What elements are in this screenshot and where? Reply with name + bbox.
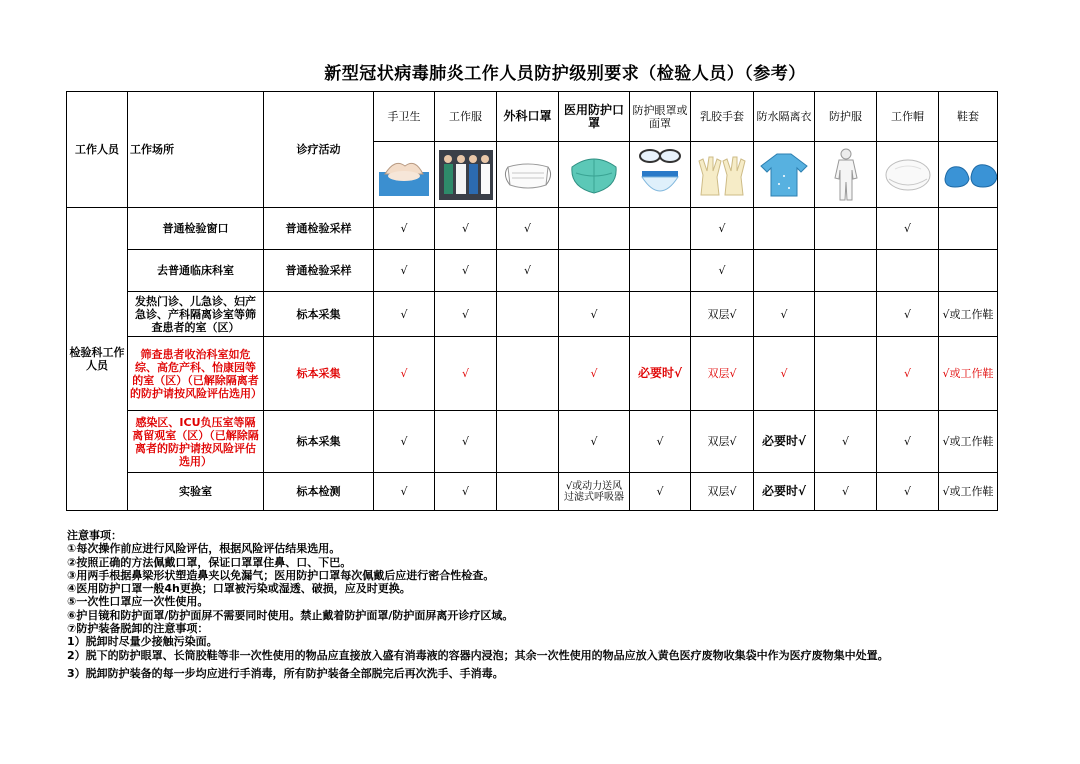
mark-cell <box>630 208 691 250</box>
header-activity: 诊疗活动 <box>264 92 374 208</box>
note-item: 1）脱卸时尽量少接触污染面。 <box>67 635 218 649</box>
role-cell: 检验科工作人员 <box>67 208 128 511</box>
activity-cell: 标本采集 <box>264 292 374 337</box>
hand-washing-icon <box>374 142 435 208</box>
note-item: ⑥护目镜和防护面罩/防护面屏不需要同时使用。禁止戴着防护面罩/防护面屏离开诊疗区域。 <box>67 608 514 622</box>
note-item: ⑤一次性口罩应一次性使用。 <box>67 595 209 609</box>
header-item: 防水隔离衣 <box>754 92 815 142</box>
mark-cell: 双层√ <box>691 337 754 411</box>
header-item: 外科口罩 <box>497 92 559 142</box>
note-item: ③用两手根据鼻梁形状塑造鼻夹以免漏气；医用防护口罩每次佩戴后应进行密合性检查。 <box>67 568 495 582</box>
mark-cell: √ <box>435 473 497 511</box>
mark-cell: 必要时√ <box>754 473 815 511</box>
work-clothes-icon <box>435 142 497 208</box>
mark-cell <box>939 250 998 292</box>
header-item: 防护服 <box>815 92 877 142</box>
mark-cell: √ <box>435 411 497 473</box>
header-site: 工作场所 <box>128 92 264 208</box>
mark-cell: 双层√ <box>691 292 754 337</box>
mark-cell: √ <box>691 208 754 250</box>
activity-cell: 标本采集 <box>264 337 374 411</box>
activity-cell: 普通检验采样 <box>264 250 374 292</box>
mark-cell: √ <box>497 208 559 250</box>
shoe-cover-icon <box>939 142 998 208</box>
site-cell: 普通检验窗口 <box>128 208 264 250</box>
mark-cell <box>497 337 559 411</box>
note-item: 3）脱卸防护装备的每一步均应进行手消毒，所有防护装备全部脱完后再次洗手、手消毒。 <box>67 666 504 680</box>
notes-section <box>67 529 987 680</box>
mark-cell <box>815 337 877 411</box>
mark-cell: √ <box>630 411 691 473</box>
mark-cell: √ <box>691 250 754 292</box>
site-cell: 实验室 <box>128 473 264 511</box>
header-item: 医用防护口罩 <box>559 92 630 142</box>
mark-cell: √ <box>435 292 497 337</box>
waterproof-gown-icon <box>754 142 815 208</box>
mark-cell <box>559 208 630 250</box>
mark-cell: √或动力送风过滤式呼吸器 <box>559 473 630 511</box>
note-item: ⑦防护装备脱卸的注意事项： <box>67 622 209 636</box>
protective-suit-icon <box>815 142 877 208</box>
note-item: ②按照正确的方法佩戴口罩，保证口罩罩住鼻、口、下巴。 <box>67 555 352 569</box>
mark-cell: 双层√ <box>691 411 754 473</box>
mark-cell: √ <box>630 473 691 511</box>
mark-cell: √ <box>435 337 497 411</box>
header-item: 乳胶手套 <box>691 92 754 142</box>
mark-cell: √ <box>559 411 630 473</box>
medical-protective-mask-icon <box>559 142 630 208</box>
mark-cell <box>815 208 877 250</box>
header-item: 工作帽 <box>877 92 939 142</box>
mark-cell: √ <box>374 411 435 473</box>
note-item: ①每次操作前应进行风险评估，根据风险评估结果选用。 <box>67 542 341 556</box>
mark-cell <box>939 208 998 250</box>
mark-cell <box>754 208 815 250</box>
mark-cell: 双层√ <box>691 473 754 511</box>
site-cell: 去普通临床科室 <box>128 250 264 292</box>
mark-cell: √ <box>815 473 877 511</box>
mark-cell <box>559 250 630 292</box>
latex-gloves-icon <box>691 142 754 208</box>
header-item: 手卫生 <box>374 92 435 142</box>
note-item: 2）脱下的防护眼罩、长筒胶鞋等非一次性使用的物品应直接放入盛有消毒液的容器内浸泡；其余一次性使用的物品应放入黄色医疗废物收集袋中作为医疗废物集中处置。 <box>67 648 889 662</box>
protection-level-table <box>66 91 998 511</box>
mark-cell: √ <box>374 473 435 511</box>
header-item: 工作服 <box>435 92 497 142</box>
mark-cell: √ <box>559 292 630 337</box>
mark-cell <box>815 292 877 337</box>
header-item: 防护眼罩或面罩 <box>630 92 691 142</box>
notes-heading: 注意事项： <box>67 529 122 542</box>
site-cell: 筛查患者收治科室如危综、高危产科、怡康园等的室（区）（已解除隔离者的防护请按风险评估选用） <box>128 337 264 411</box>
mark-cell: 必要时√ <box>630 337 691 411</box>
mark-cell: √ <box>374 250 435 292</box>
mark-cell: √ <box>374 292 435 337</box>
mark-cell: √ <box>497 250 559 292</box>
mark-cell: √ <box>877 411 939 473</box>
mark-cell: √ <box>877 292 939 337</box>
mark-cell: √ <box>374 208 435 250</box>
mark-cell: √ <box>877 337 939 411</box>
note-item: ④医用防护口罩一般4h更换；口罩被污染或湿透、破损，应及时更换。 <box>67 582 411 596</box>
mark-cell <box>497 473 559 511</box>
mark-cell: 必要时√ <box>754 411 815 473</box>
header-role: 工作人员 <box>67 92 128 208</box>
site-cell: 感染区、ICU负压室等隔离留观室（区）（已解除隔离者的防护请按风险评估选用） <box>128 411 264 473</box>
mark-cell <box>630 250 691 292</box>
mark-cell <box>815 250 877 292</box>
surgical-mask-icon <box>497 142 559 208</box>
mark-cell: √ <box>435 208 497 250</box>
mark-cell <box>630 292 691 337</box>
goggles-face-shield-icon <box>630 142 691 208</box>
mark-cell <box>754 250 815 292</box>
mark-cell: √ <box>877 473 939 511</box>
mark-cell: √ <box>374 337 435 411</box>
mark-cell <box>497 292 559 337</box>
page-title: 新型冠状病毒肺炎工作人员防护级别要求（检验人员）（参考） <box>324 64 806 84</box>
mark-cell: √或工作鞋 <box>939 337 998 411</box>
mark-cell: √ <box>877 208 939 250</box>
header-item: 鞋套 <box>939 92 998 142</box>
activity-cell: 标本检测 <box>264 473 374 511</box>
mark-cell <box>877 250 939 292</box>
mark-cell: √ <box>754 337 815 411</box>
mark-cell: √ <box>815 411 877 473</box>
mark-cell: √ <box>559 337 630 411</box>
mark-cell: √ <box>754 292 815 337</box>
mark-cell: √或工作鞋 <box>939 473 998 511</box>
mark-cell <box>497 411 559 473</box>
mark-cell: √或工作鞋 <box>939 411 998 473</box>
activity-cell: 标本采集 <box>264 411 374 473</box>
work-cap-icon <box>877 142 939 208</box>
activity-cell: 普通检验采样 <box>264 208 374 250</box>
mark-cell: √或工作鞋 <box>939 292 998 337</box>
mark-cell: √ <box>435 250 497 292</box>
site-cell: 发热门诊、儿急诊、妇产急诊、产科隔离诊室等筛查患者的室（区） <box>128 292 264 337</box>
